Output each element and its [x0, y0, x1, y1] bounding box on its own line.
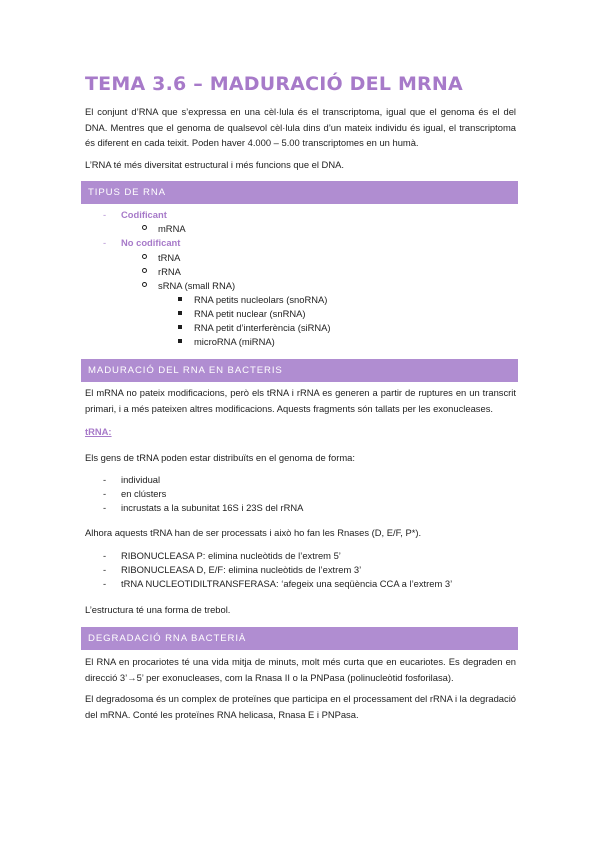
- list-item-enzyme: tRNA NUCLEOTIDILTRANSFERASA: ‘afegeix una seqüència CCA a l’extrem 3’: [121, 578, 453, 589]
- circle-bullet-icon: [142, 282, 147, 287]
- bacteris-paragraph-3: Alhora aquests tRNA han de ser processats i això ho fan les Rnases (D, E/F, P*).: [85, 527, 422, 538]
- list-dash: -: [103, 502, 107, 513]
- list-item-trna: tRNA: [158, 252, 181, 263]
- list-item-rrna: rRNA: [158, 266, 181, 277]
- list-dash: -: [103, 550, 107, 561]
- list-item-mrna: mRNA: [158, 223, 186, 234]
- list-dash: -: [103, 237, 107, 248]
- list-item-form: incrustats a la subunitat 16S i 23S del rRNA: [121, 502, 304, 513]
- circle-bullet-icon: [142, 254, 147, 259]
- square-bullet-icon: [178, 325, 182, 329]
- list-dash: -: [103, 488, 107, 499]
- list-dash: -: [103, 564, 107, 575]
- list-item-form: individual: [121, 474, 161, 485]
- square-bullet-icon: [178, 339, 182, 343]
- list-dash: -: [103, 209, 107, 220]
- section-heading-tipus: TIPUS DE RNA: [81, 181, 518, 204]
- bacteris-paragraph-1: El mRNA no pateix modificacions, però els tRNA i rRNA es generen a partir de ruptures en un transcrit primari, i a més pateixen altres modificacions. Aquests fragments són tallats per les exonucleases.: [85, 387, 516, 414]
- list-item-snorna: RNA petits nucleolars (snoRNA): [194, 294, 328, 305]
- list-item-no-codificant: No codificant: [121, 237, 181, 248]
- list-item-form: en clústers: [121, 488, 167, 499]
- square-bullet-icon: [178, 311, 182, 315]
- list-item-codificant: Codificant: [121, 209, 167, 220]
- square-bullet-icon: [178, 297, 182, 301]
- list-dash: -: [103, 474, 107, 485]
- list-item-sirna: RNA petit d’interferència (siRNA): [194, 322, 331, 333]
- list-item-mirna: microRNA (miRNA): [194, 336, 275, 347]
- intro-paragraph-1: El conjunt d’RNA que s’expressa en una cèl·lula és el transcriptoma, igual que el genoma és el del DNA. Mentres que el genoma de qualsevol cèl·lula dins d’un mateix individu és igual, el transcriptoma és diferent en cada teixit. Poden haver 4.000 – 5.00 transcriptomes en un humà.: [85, 106, 516, 148]
- bacteris-paragraph-2: Els gens de tRNA poden estar distribuïts en el genoma de forma:: [85, 452, 355, 463]
- intro-paragraph-2: L’RNA té més diversitat estructural i més funcions que el DNA.: [85, 159, 344, 170]
- section-heading-bacteris: MADURACIÓ DEL RNA EN BACTERIS: [81, 359, 518, 382]
- list-item-enzyme: RIBONUCLEASA P: elimina nucleòtids de l’extrem 5’: [121, 550, 341, 561]
- list-dash: -: [103, 578, 107, 589]
- trna-subheading-link[interactable]: tRNA:: [85, 426, 112, 437]
- bacteris-paragraph-4: L’estructura té una forma de trebol.: [85, 604, 231, 615]
- page-title: TEMA 3.6 – MADURACIÓ DEL MRNA: [85, 73, 463, 95]
- list-item-enzyme: RIBONUCLEASA D, E/F: elimina nucleòtids de l’extrem 3’: [121, 564, 362, 575]
- list-item-snrna: RNA petit nuclear (snRNA): [194, 308, 306, 319]
- circle-bullet-icon: [142, 268, 147, 273]
- list-item-srna: sRNA (small RNA): [158, 280, 236, 291]
- circle-bullet-icon: [142, 225, 147, 230]
- degradacio-paragraph-1: El RNA en procariotes té una vida mitja de minuts, molt més curta que en eucariotes. Es degraden en direcció 3’→5’ per exonucleases, com la Rnasa II o la PNPasa (polinucleòtid fosforilasa).: [85, 656, 516, 683]
- degradacio-paragraph-2: El degradosoma és un complex de proteïnes que participa en el processament del rRNA i la degradació del mRNA. Conté les proteïnes RNA helicasa, Rnasa E i PNPasa.: [85, 693, 516, 720]
- section-heading-degradacio: DEGRADACIÓ RNA BACTERIÀ: [81, 627, 518, 650]
